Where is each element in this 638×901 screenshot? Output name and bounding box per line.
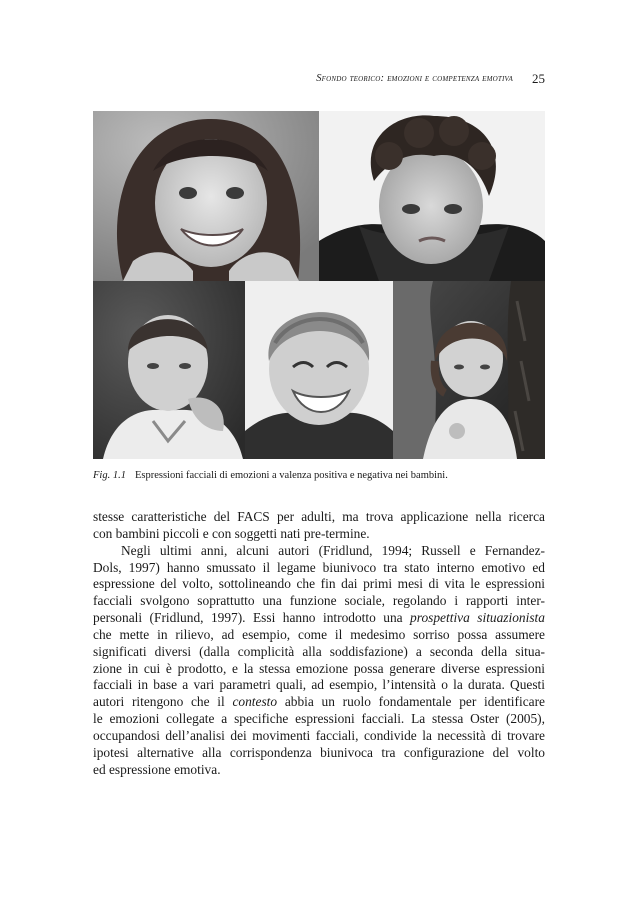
text-line: [93, 627, 545, 644]
figure-photo-collage: [93, 111, 545, 459]
text-line: [93, 745, 545, 762]
photo-curly-boy: [319, 111, 545, 281]
text-line: [93, 560, 545, 577]
text-segment: con bambini piccoli e con soggetti nati pre-termine.: [93, 525, 370, 541]
text-line: [93, 762, 545, 779]
figure-caption: [93, 470, 545, 481]
body-text: [93, 509, 545, 779]
page-number: 25: [532, 71, 545, 86]
text-line: [93, 728, 545, 745]
text-line: [93, 677, 545, 694]
text-segment: ed espressione emotiva.: [93, 761, 221, 777]
text-segment: ipotesi alternative alla corrispondenza biunivoca tra configurazione del volto: [93, 744, 545, 760]
text-segment: significati diversi (dalla complicità alla soddisfazione) a seconda della situa-: [93, 643, 545, 659]
photo-boy-hand-chin: [93, 281, 245, 459]
text-segment: stesse caratteristiche del FACS per adulti, ma trova applicazione nella ricerca: [93, 509, 545, 524]
text-segment: Negli ultimi anni, alcuni autori (Fridlund, 1994; Russell e Fernandez-: [121, 542, 545, 558]
text-segment: facciali in base a vari parametri quali, ad esempio, l’intensità o la durata. Questi: [93, 677, 545, 693]
text-line: [93, 576, 545, 593]
caption-label: Fig. 1.1: [93, 470, 126, 481]
text-segment: Dols, 1997) hanno smussato il legame biunivoco tra stato interno emotivo ed: [93, 559, 545, 575]
caption-text: Espressioni facciali di emozioni a valenza positiva e negativa nei bambini.: [134, 470, 448, 481]
text-line: [93, 509, 545, 526]
text-line: [93, 644, 545, 661]
italic-term: contesto: [232, 694, 278, 710]
text-line: [93, 661, 545, 678]
text-segment: facciali svolgono soprattutto una funzione sociale, regolando i rapporti inter-: [93, 593, 545, 609]
text-line: [93, 610, 545, 627]
running-head: [93, 73, 545, 87]
text-segment: le emozioni collegate a specifiche espressioni facciali. La stessa Oster (2005),: [93, 711, 545, 727]
text-segment: abbia un ruolo fondamentale per identificare: [277, 694, 545, 710]
text-line: [93, 543, 545, 560]
italic-term: prospettiva situazionista: [410, 610, 545, 626]
text-line: [93, 593, 545, 610]
text-segment: autori ritengono che il: [93, 694, 233, 710]
text-line: [93, 694, 545, 711]
text-segment: personali (Fridlund, 1997). Essi hanno introdotto una: [93, 610, 411, 626]
text-line: [93, 711, 545, 728]
photo-smiling-girl: [93, 111, 319, 281]
photo-laughing-boy: [245, 281, 393, 459]
text-line: [93, 526, 545, 543]
text-segment: che mette in rilievo, ad esempio, come il medesimo sorriso possa assumere: [93, 626, 545, 642]
text-segment: zione in cui è prodotto, e la stessa emozione possa generare diverse espressioni: [93, 660, 545, 676]
photo-girl-tree: [393, 281, 545, 459]
text-segment: occupandosi dell’analisi dei movimenti facciali, condivide la necessità di trovare: [93, 727, 545, 743]
running-title: Sfondo teorico: emozioni e competenza emotiva: [316, 73, 513, 84]
text-segment: espressione del volto, sottolineando che fin dai primi mesi di vita le espressioni: [93, 576, 545, 592]
